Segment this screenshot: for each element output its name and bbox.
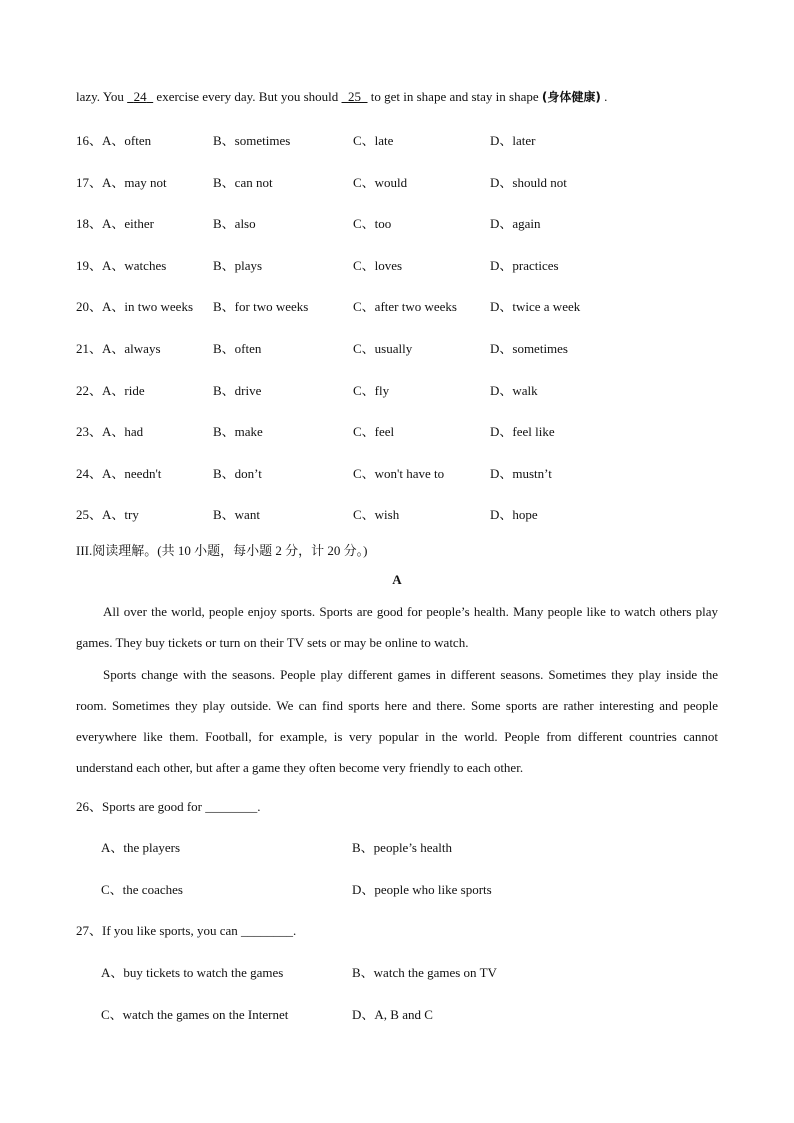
option-b: B、can not [213, 175, 273, 190]
option-c: C、usually [353, 341, 413, 356]
question-27-option-a: A、buy tickets to watch the games [101, 965, 284, 980]
option-c: C、too [353, 216, 392, 231]
option-c: C、wish [353, 507, 400, 522]
option-b: B、drive [213, 383, 262, 398]
question-number-and-option-a: 22、A、ride [76, 383, 145, 398]
question-number-and-option-a: 18、A、either [76, 216, 154, 231]
question-number-and-option-a: 25、A、try [76, 507, 139, 522]
option-b: B、make [213, 424, 263, 439]
question-26-stem: 26、Sports are good for ________. [76, 799, 261, 814]
option-c: C、won't have to [353, 466, 445, 481]
option-d: D、mustn’t [490, 466, 552, 481]
option-c: C、would [353, 175, 408, 190]
chinese-note: (身体健康) [541, 90, 601, 104]
option-d: D、hope [490, 507, 538, 522]
passage-continuation-line [76, 88, 607, 105]
option-c: C、feel [353, 424, 395, 439]
question-number-and-option-a: 24、A、needn't [76, 466, 162, 481]
question-number-and-option-a: 20、A、in two weeks [76, 299, 194, 314]
option-d: D、sometimes [490, 341, 568, 356]
option-d: D、practices [490, 258, 559, 273]
text-segment: lazy. You [76, 89, 128, 104]
option-d: D、later [490, 133, 536, 148]
question-27-option-b: B、watch the games on TV [352, 965, 497, 980]
text-segment: . [604, 89, 608, 104]
question-26-option-d: D、people who like sports [352, 882, 492, 897]
blank-25-number: 25 [348, 89, 362, 104]
question-number-and-option-a: 23、A、had [76, 424, 144, 439]
question-number-and-option-a: 16、A、often [76, 133, 152, 148]
option-c: C、fly [353, 383, 390, 398]
question-26-option-c: C、the coaches [101, 882, 183, 897]
question-26-option-b: B、people’s health [352, 840, 453, 855]
question-27-stem: 27、If you like sports, you can ________. [76, 923, 297, 938]
option-d: D、again [490, 216, 541, 231]
option-d: D、walk [490, 383, 538, 398]
question-27-option-d: D、A, B and C [352, 1007, 433, 1022]
option-b: B、plays [213, 258, 263, 273]
option-b: B、don’t [213, 466, 262, 481]
passage-title: A [392, 572, 402, 587]
option-c: C、late [353, 133, 394, 148]
blank-24 [127, 89, 153, 104]
question-number-and-option-a: 19、A、watches [76, 258, 167, 273]
section-heading: III.阅读理解。(共 10 小题，每小题 2 分，计 20 分。) [76, 543, 368, 558]
option-c: C、loves [353, 258, 403, 273]
question-number-and-option-a: 21、A、always [76, 341, 161, 356]
option-c: C、after two weeks [353, 299, 457, 314]
option-d: D、twice a week [490, 299, 581, 314]
question-number-and-option-a: 17、A、may not [76, 175, 167, 190]
question-26-option-a: A、the players [101, 840, 181, 855]
option-b: B、often [213, 341, 262, 356]
blank-24-number: 24 [133, 89, 147, 104]
passage-paragraph-2: Sports change with the seasons. People play different games in different seasons. Sometimes they play inside the room. Sometimes they play outside. We can find sports here and there. Some sports are rather interesting and people everywhere like them. Football, for example, is very popular in the world. People from different countries cannot understand each other, but after a game they often become very friendly to each other. [76, 667, 718, 775]
passage-paragraph-1: All over the world, people enjoy sports. Sports are good for people’s health. Many people like to watch others play games. They buy tickets or turn on their TV sets or may be online to watch. [76, 604, 718, 650]
option-b: B、sometimes [213, 133, 291, 148]
text-segment: to get in shape and stay in shape [370, 89, 542, 104]
option-d: D、should not [490, 175, 567, 190]
option-b: B、want [213, 507, 260, 522]
text-segment: exercise every day. But you should [156, 89, 342, 104]
option-d: D、feel like [490, 424, 555, 439]
blank-25 [342, 89, 368, 104]
option-b: B、also [213, 216, 256, 231]
question-27-option-c: C、watch the games on the Internet [101, 1007, 289, 1022]
option-b: B、for two weeks [213, 299, 309, 314]
